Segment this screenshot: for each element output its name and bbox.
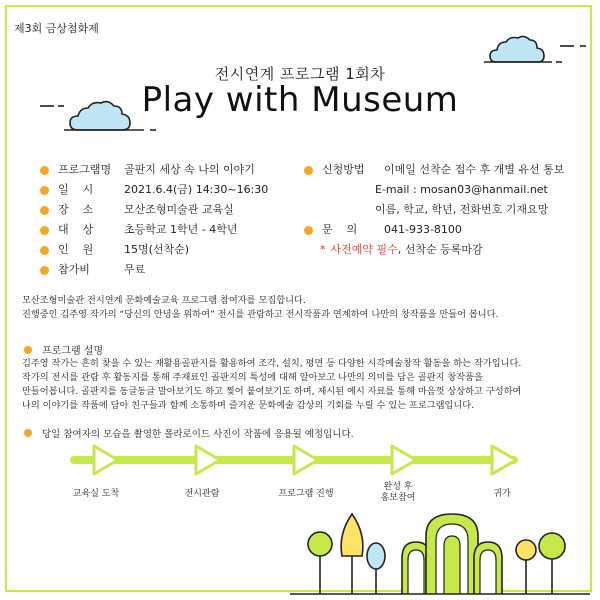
step-arrow-icon [492,446,516,474]
step-label: 귀가 [493,489,511,499]
description-line: 작가의 전시를 관람 후 활동지를 통해 주재료인 골판지의 특성에 대해 알아보고 나만의 의미를 담은 골판지 창작품을 [22,372,483,383]
step-arrow-icon [392,446,416,474]
info-value: 모산조형미술관 교육실 [124,203,234,216]
step-label-line: 완성 후 [383,482,413,492]
step-arrow-icon [294,446,318,474]
bullet-icon [24,346,32,354]
bullet-icon [304,166,313,175]
description-line: 만들어봅니다. 골판지를 동글동글 말아보기도 하고 찢어 붙여보기도 하며, 제시된 예시 자료를 통해 마음껏 상상하고 구성하여 [22,386,522,397]
info-label: 장 소 [58,203,94,216]
info-value: 2021.6.4(금) 14:30~16:30 [124,183,269,196]
tree-icon [308,532,332,594]
apply-email: E-mail : mosan03@hanmail.net [375,183,548,196]
step-label [358,482,438,504]
tree-icon [516,540,536,594]
reservation-note [320,240,483,260]
info-value: 이메일 선착순 접수 후 개별 유선 통보 [384,163,565,176]
description-line: 나의 이야기를 작품에 담아 친구들과 함께 소통하며 즐거운 문화예술 감상의 기회를 누릴 수 있는 프로그램입니다. [22,400,475,411]
process-flow [0,444,600,484]
info-label: 참가비 [58,263,90,276]
info-row-program [40,160,255,180]
description-body [22,357,582,413]
info-value: 15명(선착순) [124,243,190,256]
info-label: 인 원 [58,243,94,256]
program-title: Play with Museum [141,80,459,120]
intro-line: 모산조형미술관 전시연계 문화예술교육 프로그램 참여자를 모집합니다. [22,295,306,306]
step-arrow-icon [94,446,118,474]
apply-required-info: 이름, 학교, 학년, 전화번호 기재요망 [375,203,549,216]
info-value: 초등학교 1학년 - 4학년 [124,223,238,236]
info-row-capacity [40,240,189,260]
info-value: 무료 [124,263,146,276]
tree-icon [367,543,385,594]
step-label: 프로그램 진행 [278,489,334,499]
note-required: 사전예약 필수 [330,243,398,256]
program-subtitle: 전시연계 프로그램 1회차 [214,65,386,83]
photo-note [24,426,354,440]
park-illustration [290,506,590,596]
description-line: 김주영 작가는 흔히 찾을 수 있는 재활용골판지를 활용하여 조각, 설치, 평면 등 다양한 시각예술창작 활동을 하는 작가입니다. [22,358,522,369]
info-row-apply [304,160,564,180]
bullet-icon [40,226,49,235]
note-rest: , 선착순 등록마감 [397,243,483,256]
intro-paragraph [22,294,582,322]
info-row-fee [40,260,145,280]
arch-building-icon [402,514,502,594]
description-heading [24,342,103,357]
bullet-icon [40,186,49,195]
photo-note-text: 당일 참여자의 모습을 촬영한 폴라로이드 사진이 작품에 응용될 예정입니다. [42,429,354,440]
info-label: 프로그램명 [58,163,112,176]
info-row-contact [304,220,462,240]
info-label: 신청방법 [322,163,365,176]
tree-icon [539,533,565,594]
note-star: * [320,243,326,256]
step-label-line: 홍보참여 [380,493,416,503]
bullet-icon [24,429,32,437]
bullet-icon [40,246,49,255]
tree-icon [341,514,363,594]
info-value: 041-933-8100 [384,223,462,236]
info-value: 골판지 세상 속 나의 이야기 [124,163,255,176]
info-row-target [40,220,237,240]
step-arrow-icon [196,446,220,474]
info-row-place [40,200,234,220]
info-label: 대 상 [58,223,94,236]
bullet-icon [40,206,49,215]
description-heading-text: 프로그램 설명 [42,346,104,357]
info-row-datetime [40,180,268,200]
step-label: 교육실 도착 [72,489,120,499]
intro-line: 진행중인 김주영 작가의 “당신의 안녕을 위하여” 전시를 관람하고 전시작품과 연계하여 나만의 창작품을 만들어 봅니다. [22,309,499,320]
bullet-icon [304,226,313,235]
bullet-icon [40,266,49,275]
bullet-icon [40,166,49,175]
info-label: 문 의 [322,223,358,236]
step-label: 전시관람 [184,489,220,499]
series-label: 제3회 금상첨화제 [14,22,99,35]
info-label: 일 시 [58,183,94,196]
